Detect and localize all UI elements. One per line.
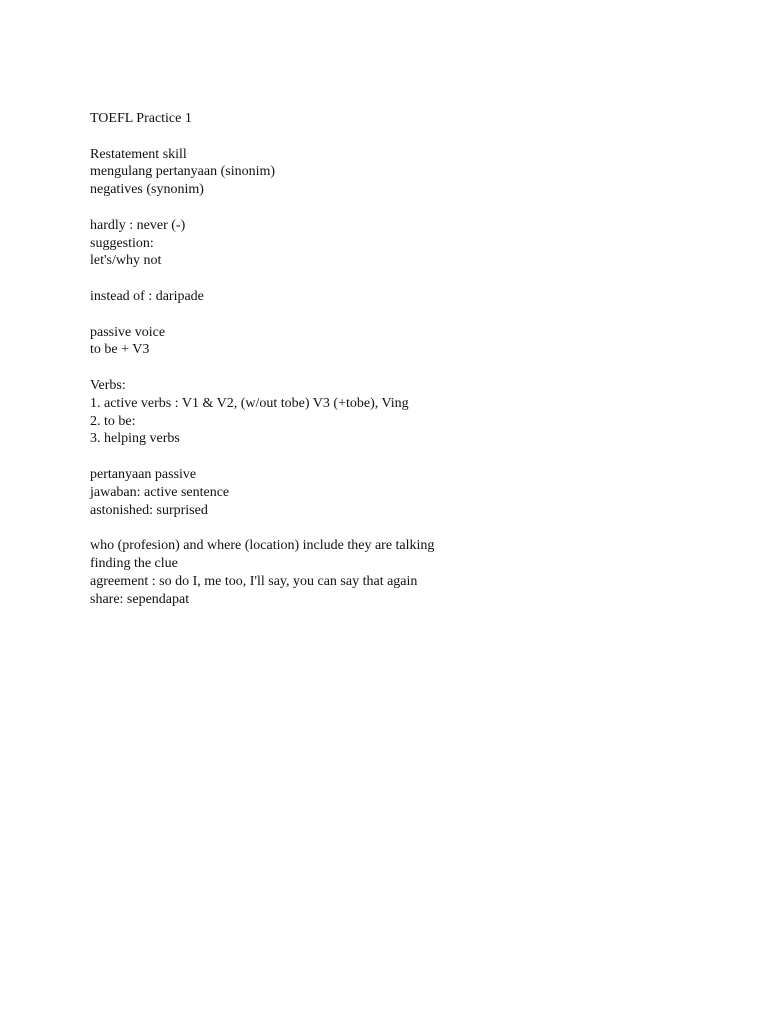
- paragraph-gap: [90, 448, 730, 466]
- paragraph-gap: [90, 270, 730, 288]
- share-line: share: sependapat: [90, 591, 190, 607]
- paragraph-gap: [90, 199, 730, 217]
- hardly-line: hardly : never (-): [90, 217, 186, 233]
- paragraph-gap: [90, 519, 730, 537]
- paragraph-gap: [90, 306, 730, 324]
- document-title: TOEFL Practice 1: [90, 111, 192, 126]
- passive-formula-line: to be + V3: [90, 342, 150, 358]
- instead-line: instead of : daripade: [90, 288, 204, 304]
- question-line: pertanyaan passive: [90, 466, 197, 482]
- suggestion-line: suggestion:: [90, 235, 154, 251]
- restatement-heading: Restatement skill: [90, 146, 187, 162]
- paragraph-gap: [90, 128, 730, 146]
- verbs-heading: Verbs:: [90, 377, 126, 393]
- document-body: [90, 110, 730, 608]
- paragraph-gap: [90, 359, 730, 377]
- agreement-line: agreement : so do I, me too, I'll say, you can say that again: [90, 573, 418, 589]
- restatement-line: mengulang pertanyaan (sinonim): [90, 164, 276, 180]
- restatement-line: negatives (synonim): [90, 182, 204, 198]
- verbs-list-item: 1. active verbs : V1 & V2, (w/out tobe) V3 (+tobe), Ving: [90, 395, 409, 411]
- synonym-line: astonished: surprised: [90, 502, 208, 518]
- passive-voice-line: passive voice: [90, 324, 166, 340]
- suggestion-example-line: let's/why not: [90, 253, 162, 269]
- verbs-list-item: 3. helping verbs: [90, 431, 180, 447]
- answer-line: jawaban: active sentence: [90, 484, 230, 500]
- clue-line: finding the clue: [90, 555, 178, 571]
- clue-line: who (profesion) and where (location) include they are talking: [90, 538, 435, 554]
- verbs-list-item: 2. to be:: [90, 413, 136, 429]
